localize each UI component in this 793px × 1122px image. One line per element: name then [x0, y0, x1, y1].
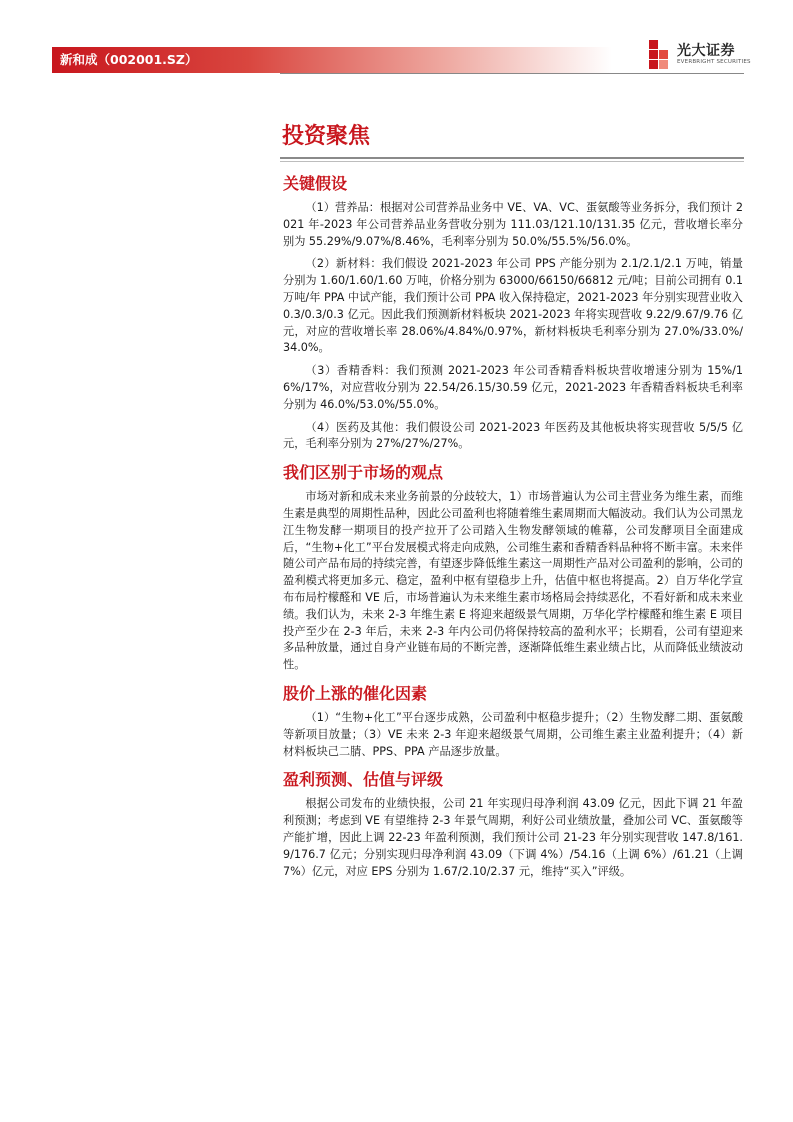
report-stock-title: 新和成（002001.SZ） — [60, 52, 198, 67]
paragraph: （3）香精香料：我们预测 2021-2023 年公司香精香料板块营收增速分别为 15%/16%/17%，对应营收分别为 22.54/26.15/30.59 亿元，2021-2023 年香精香料板块毛利率分别为 46.0%/53.0%/55.0%。 — [283, 364, 743, 411]
heading-different-view: 我们区别于市场的观点 — [283, 463, 444, 483]
heading-forecast: 盈利预测、估值与评级 — [283, 770, 444, 790]
paragraph: （1）“生物+化工”平台逐步成熟，公司盈利中枢稳步提升；（2）生物发酵二期、蛋氨酸等新项目放量；（3）VE 未来 2-3 年迎来超级景气周期，公司维生素主业盈利提升；（4）新材料板块己二腈、PPS、PPA 产品逐步放量。 — [283, 710, 743, 758]
title-divider — [280, 157, 744, 159]
paragraph: （2）新材料：我们假设 2021-2023 年公司 PPS 产能分别为 2.1/2.1/2.1 万吨，销量分别为 1.60/1.60/1.60 万吨，价格分别为 63000/66150/66812 元/吨；目前公司拥有 0.1 万吨/年 PPA 中试产能，我们预计公司 PPA 收入保持稳定，2021-2023 年分别实现营业收入 0.3/0.3/0.3 亿元。因此我们预测新材料板块 2021-2023 年将实现营收 9.22/9.67/9.76 亿元，对应的营收增长率 28.06%/4.84%/0.97%，新材料板块毛利率分别为 27.0%/33.0%/34.0%。 — [283, 257, 743, 355]
paragraph: （1）营养品：根据对公司营养品业务中 VE、VA、VC、蛋氨酸等业务拆分，我们预计 2021 年-2023 年公司营养品业务营收分别为 111.03/121.10/131.35 亿元，营收增长率分别为 55.29%/9.07%/8.46%，毛利率分别为 50.0%/55.5%/56.0%。 — [283, 201, 743, 248]
title-divider-thin — [280, 161, 744, 162]
everbright-logo-icon — [647, 38, 671, 70]
broker-name-cn: 光大证券 — [677, 43, 735, 59]
report-body — [283, 170, 743, 886]
broker-logo — [647, 38, 767, 72]
heading-catalysts: 股价上涨的催化因素 — [283, 683, 428, 703]
paragraph: （4）医药及其他：我们假设公司 2021-2023 年医药及其他板块将实现营收 5/5/5 亿元，毛利率分别为 27%/27%/27%。 — [283, 420, 743, 451]
broker-name-en: EVERBRIGHT SECURITIES — [677, 59, 751, 65]
paragraph: 市场对新和成未来业务前景的分歧较大，1）市场普遍认为公司主营业务为维生素，而维生素是典型的周期性品种，因此公司盈利也将随着维生素周期而大幅波动。我们认为公司黑龙江生物发酵一期项目的投产拉开了公司踏入生物发酵领域的帷幕，公司发酵项目全面建成后，“生物+化工”平台发展模式将走向成熟，公司维生素和香精香料品种将不断丰富。未来伴随公司产品布局的持续完善，有望逐步降低维生素这一周期性产品对公司盈利的影响，公司的盈利模式将更加多元、稳定，盈利中枢有望稳步上升，估值中枢也将提高。2）自万华化学宣布布局柠檬醛和 VE 后，市场普遍认为未来维生素市场格局会持续恶化，不看好新和成未来业绩。我们认为，未来 2-3 年维生素 E 将迎来超级景气周期，万华化学柠檬醛和维生素 E 项目投产至少在 2-3 年后，未来 2-3 年内公司仍将保持较高的盈利水平；长期看，公司有望迎来多品种放量，通过自身产业链布局的不断完善，逐渐降低维生素业绩占比，从而降低业绩波动性。 — [283, 490, 743, 672]
header-divider — [280, 73, 744, 74]
paragraph: 根据公司发布的业绩快报，公司 21 年实现归母净利润 43.09 亿元，因此下调 21 年盈利预测；考虑到 VE 有望维持 2-3 年景气周期，利好公司业绩放量，叠加公司 VC、蛋氨酸等产能扩增，因此上调 22-23 年盈利预测，我们预计公司 21-23 年分别实现营收 147.8/161.9/176.7 亿元；分别实现归母净利润 43.09（下调 4%）/54.16（上调 6%）/61.21（上调 7%）亿元，对应 EPS 分别为 1.67/2.10/2.37 元，维持“买入”评级。 — [283, 797, 743, 878]
page-title: 投资聚焦 — [282, 124, 371, 149]
heading-key-assumptions: 关键假设 — [283, 174, 348, 193]
